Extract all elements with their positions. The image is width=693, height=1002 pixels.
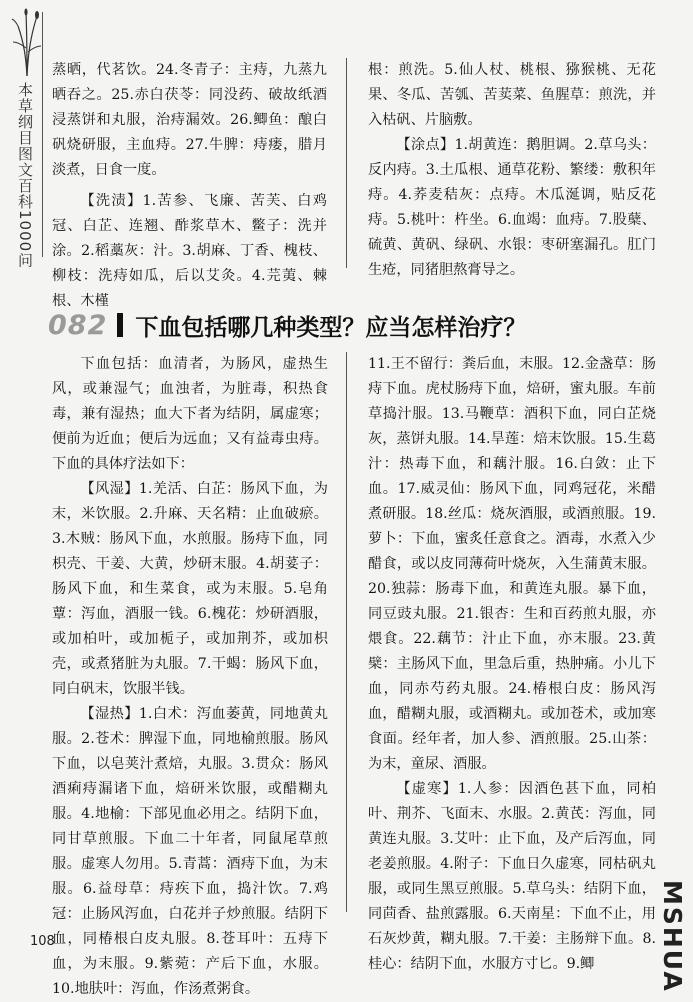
page-number: 108 [30, 934, 55, 949]
grass-sprig-icon [10, 8, 44, 78]
top-right-column [368, 58, 656, 283]
paragraph: 根：煎洗。5.仙人杖、桃根、猕猴桃、无花果、冬瓜、苦瓠、苦荬菜、鱼腥草：煎洗，并入枯矾、片脑敷。 [368, 62, 656, 128]
column-divider [346, 352, 347, 912]
book-title: 本草纲目图文百科1000问 [16, 82, 34, 269]
paragraph: 下血包括：血清者，为肠风，虚热生风，或兼湿气；血浊者，为脏毒，积热食毒，兼有湿热；血大下者为结阴，属虚寒；便前为近血；便后为远血；又有益毒虫痔。下血的具体疗法如下： [52, 356, 328, 472]
paragraph: 【虚寒】1.人参：因酒色甚下血，同柏叶、荆芥、飞面末、水服。2.黄芪：泻血，同黄连丸服。3.艾叶：止下血，及产后泻血，同老姜煎服。4.附子：下血日久虚寒，同枯矾丸服，或同生黑豆煎服。5.草乌头：结阴下血，同茴香、盐煎露服。6.天南星：下血不止，用石灰炒黄，糊丸服。7.干姜：主肠辩下血。8.桂心：结阴下血，水服方寸匕。9.鲫 [368, 781, 656, 972]
watermark: MSHUA [658, 880, 687, 993]
sidebar [6, 8, 44, 318]
top-left-column [52, 58, 327, 314]
bottom-left-column [52, 352, 328, 1002]
heading-bar [117, 313, 123, 337]
paragraph: 11.王不留行：粪后血，末服。12.金盏草：肠痔下血。虎杖肠痔下血，焙研，蜜丸服。车前草捣汁服。13.马鞭草：酒积下血，同白芷烧灰，蒸饼丸服。14.旱莲：焙末饮服。15.生葛汁：热毒下血，和藕汁服。16.白敛：止下血。17.威灵仙：肠风下血，同鸡冠花，米醋煮研服。18.丝瓜：烧灰酒服，或酒煎服。19.萝卜：下血，蜜炙任意食之。酒毒，水煮入少醋食，或以皮同薄荷叶烧灰，入生蒲黄末服。20.独蒜：肠毒下血，和黄连丸服。暴下血，同豆豉丸服。21.银杏：生和百药煎丸服，亦煨食。22.藕节：汁止下血，亦末服。23.黄檗：主肠风下血，里急后重，热肿痛。小儿下血，同赤芍药丸服。24.椿根白皮：肠风泻血，醋糊丸服，或酒糊丸。或加苍术，或加寒食面。经年者，加人参、酒煎服。25.山茶：为末，童尿、酒服。 [368, 356, 656, 772]
column-divider [346, 58, 347, 268]
paragraph: 【洗渍】1.苦参、飞廉、苦芙、白鸡冠、白芷、连翘、酢浆草木、鳖子：洗并涂。2.稻藁灰：汁。3.胡麻、丁香、槐枝、柳枝：洗痔如瓜，后以艾灸。4.芫荑、棘根、木槿 [52, 193, 327, 309]
section-title: 下血包括哪几种类型？应当怎样治疗？ [135, 314, 527, 341]
bottom-right-column [368, 352, 656, 977]
section-heading [48, 305, 526, 345]
paragraph: 【涂点】1.胡黄连：鹅胆调。2.草乌头：反内痔。3.土瓜根、通草花粉、繁缕：敷积年痔。4.荞麦秸灰：点痔。木瓜涎调，贴反花痔。5.桃叶：杵坐。6.血竭：血痔。7.股蘖、硫黄、黄矾、绿矾、水银：枣研塞漏孔。肛门生疮，同猪胆熬膏导之。 [368, 137, 656, 278]
paragraph: 蒸晒，代茗饮。24.冬青子：主痔，九蒸九晒吞之。25.赤白茯苓：同没药、破故纸酒浸蒸饼和丸服，治痔漏效。26.鲫鱼：酿白矾烧研服，主血痔。27.牛脾：痔瘘，腊月淡煮，日食一度。 [52, 62, 327, 178]
paragraph: 【风湿】1.羌活、白芷：肠风下血，为末，米饮服。2.升麻、天名精：止血破瘀。3.木贼：肠风下血，水煎服。肠痔下血，同枳壳、干姜、大黄，炒研末服。4.胡荽子：肠风下血，和生菜食，或为末服。5.皂角蕈：泻血，酒服一钱。6.槐花：炒研酒服，或加柏叶，或加栀子，或加荆芥，或加枳壳，或煮猪脏为丸服。7.干蝎：肠风下血，同白矾末，饮服半钱。 [52, 481, 328, 697]
paragraph: 【湿热】1.白术：泻血萎黄，同地黄丸服。2.苍术：脾湿下血，同地榆煎服。肠风下血，以皂荚汁煮焙，丸服。3.贯众：肠风酒痢痔漏诸下血，焙研米饮服，或醋糊丸服。4.地榆：下部见血必用之。结阴下血，同甘草煎服。下血二十年者，同鼠尾草煎服。虚寒人勿用。5.青蒿：酒痔下血，为末服。6.益母草：痔疾下血，捣汁饮。7.鸡冠：止肠风泻血，白花并子炒煎服。结阴下血，同椿根白皮丸服。8.苍耳叶：五痔下血，为末服。9.紫菀：产后下血，水服。10.地肤叶：泻血，作汤煮粥食。 [52, 706, 328, 997]
sidebar-divider [42, 12, 43, 257]
section-number: 082 [48, 309, 108, 341]
